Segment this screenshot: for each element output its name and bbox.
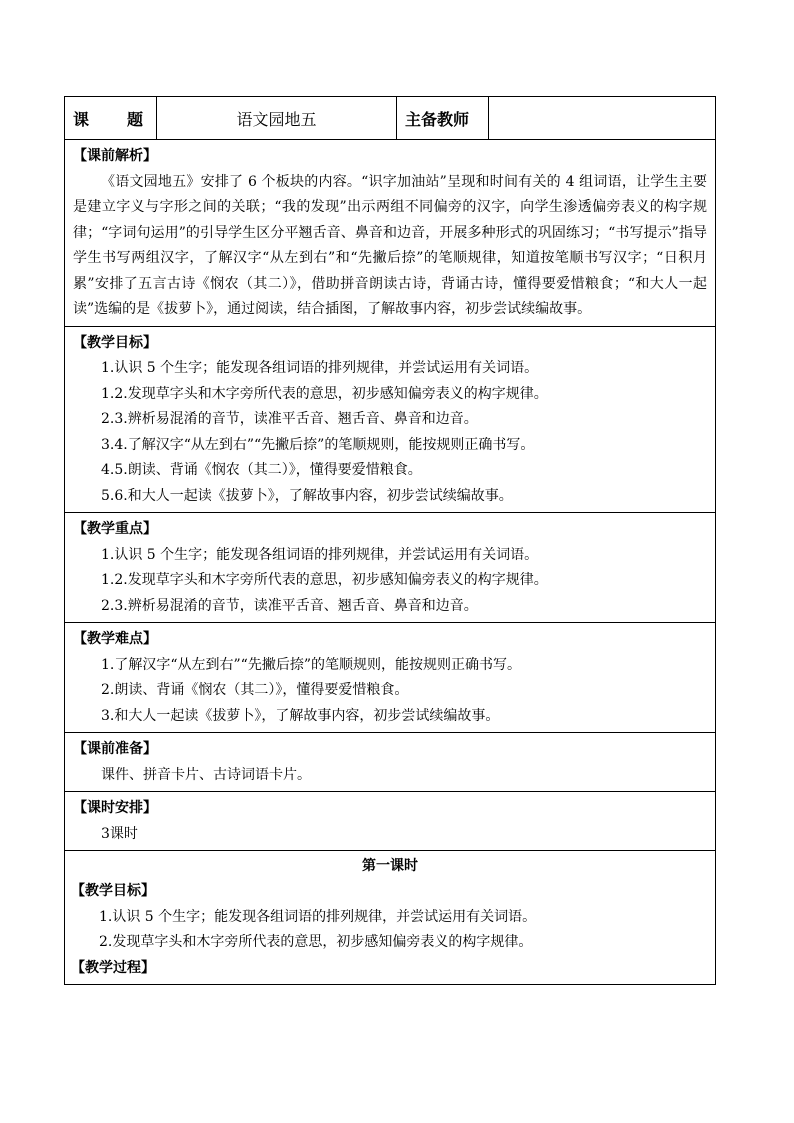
difficulty-item: 1.了解汉字“从左到右”“先撇后捺”的笔顺规则，能按规则正确书写。 <box>101 656 521 673</box>
schedule-text: 3课时 <box>101 825 138 842</box>
preparation-row <box>65 733 716 792</box>
teacher-value <box>489 97 716 140</box>
key-points-row <box>65 513 716 623</box>
analysis-row <box>65 140 716 327</box>
lesson-plan-table <box>64 96 716 985</box>
topic-label: 课 题 <box>65 97 157 140</box>
key-points-title: 【教学重点】 <box>73 521 157 537</box>
schedule-title: 【课时安排】 <box>73 800 157 816</box>
goal-item: 4.5.朗读、背诵《悯农（其二）》，懂得要爱惜粮食。 <box>101 462 422 478</box>
goal-item: 1.2.发现草字头和木字旁所代表的意思，初步感知偏旁表义的构字规律。 <box>101 385 548 402</box>
preparation-text: 课件、拼音卡片、古诗词语卡片。 <box>101 766 311 783</box>
difficulty-item: 2.朗读、背诵《悯农（其二）》，懂得要爱惜粮食。 <box>101 682 409 698</box>
goal-item: 5.6.和大人一起读《拔萝卜》，了解故事内容，初步尝试续编故事。 <box>101 487 513 504</box>
header-row <box>65 97 716 140</box>
lesson1-goal-item: 2.发现草字头和木字旁所代表的意思，初步感知偏旁表义的构字规律。 <box>99 934 533 950</box>
goal-item: 3.4.了解汉字“从左到右”“先撇后捺”的笔顺规则，能按规则正确书写。 <box>101 436 535 453</box>
key-point-item: 1.2.发现草字头和木字旁所代表的意思，初步感知偏旁表义的构字规律。 <box>101 572 548 588</box>
goals-title: 【教学目标】 <box>73 334 157 351</box>
goals-row <box>65 326 716 513</box>
goal-item: 2.3.辨析易混淆的音节，读准平舌音、翘舌音、鼻音和边音。 <box>101 411 478 427</box>
goal-item: 1.认识 5 个生字；能发现各组词语的排列规律，并尝试运用有关词语。 <box>101 360 539 376</box>
lesson1-process-title: 【教学过程】 <box>71 959 155 976</box>
lesson1-row <box>65 851 716 985</box>
key-point-item: 1.认识 5 个生字；能发现各组词语的排列规律，并尝试运用有关词语。 <box>101 546 539 563</box>
difficulties-title: 【教学难点】 <box>73 631 157 647</box>
teacher-label: 主备教师 <box>397 97 489 140</box>
analysis-text: 《语文园地五》安排了 6 个板块的内容。“识字加油站”呈现和时间有关的 4 组词语，让学生主要是建立字义与字形之间的关联；“我的发现”出示两组不同偏旁的汉字，向学生渗透偏旁表义的构字规律；“字词句运用”的引导学生区分平翘舌音、鼻音和边音，开展多种形式的巩固练习；“书写提示”指导学生书写两组汉字，了解汉字“从左到右”和“先撇后捺”的笔顺规律，知道按笔顺书写汉字；“日积月累”安排了五言古诗《悯农（其二）》，借助拼音朗读古诗，背诵古诗，懂得要爱惜粮食；“和大人一起读”选编的是《拔萝卜》，通过阅读，结合插图，了解故事内容，初步尝试续编故事。 <box>73 173 707 317</box>
difficulties-row <box>65 623 716 733</box>
lesson1-goal-item: 1.认识 5 个生字；能发现各组词语的排列规律，并尝试运用有关词语。 <box>99 908 537 925</box>
key-point-item: 2.3.辨析易混淆的音节，读准平舌音、翘舌音、鼻音和边音。 <box>101 597 478 614</box>
lesson1-heading: 第一课时 <box>362 858 418 874</box>
lesson-plan-page <box>64 96 715 985</box>
lesson1-goals-title: 【教学目标】 <box>71 883 155 899</box>
topic-value: 语文园地五 <box>157 97 397 140</box>
preparation-title: 【课前准备】 <box>73 741 157 757</box>
schedule-row <box>65 792 716 851</box>
difficulty-item: 3.和大人一起读《拔萝卜》，了解故事内容，初步尝试续编故事。 <box>101 707 500 724</box>
analysis-title: 【课前解析】 <box>73 148 157 164</box>
